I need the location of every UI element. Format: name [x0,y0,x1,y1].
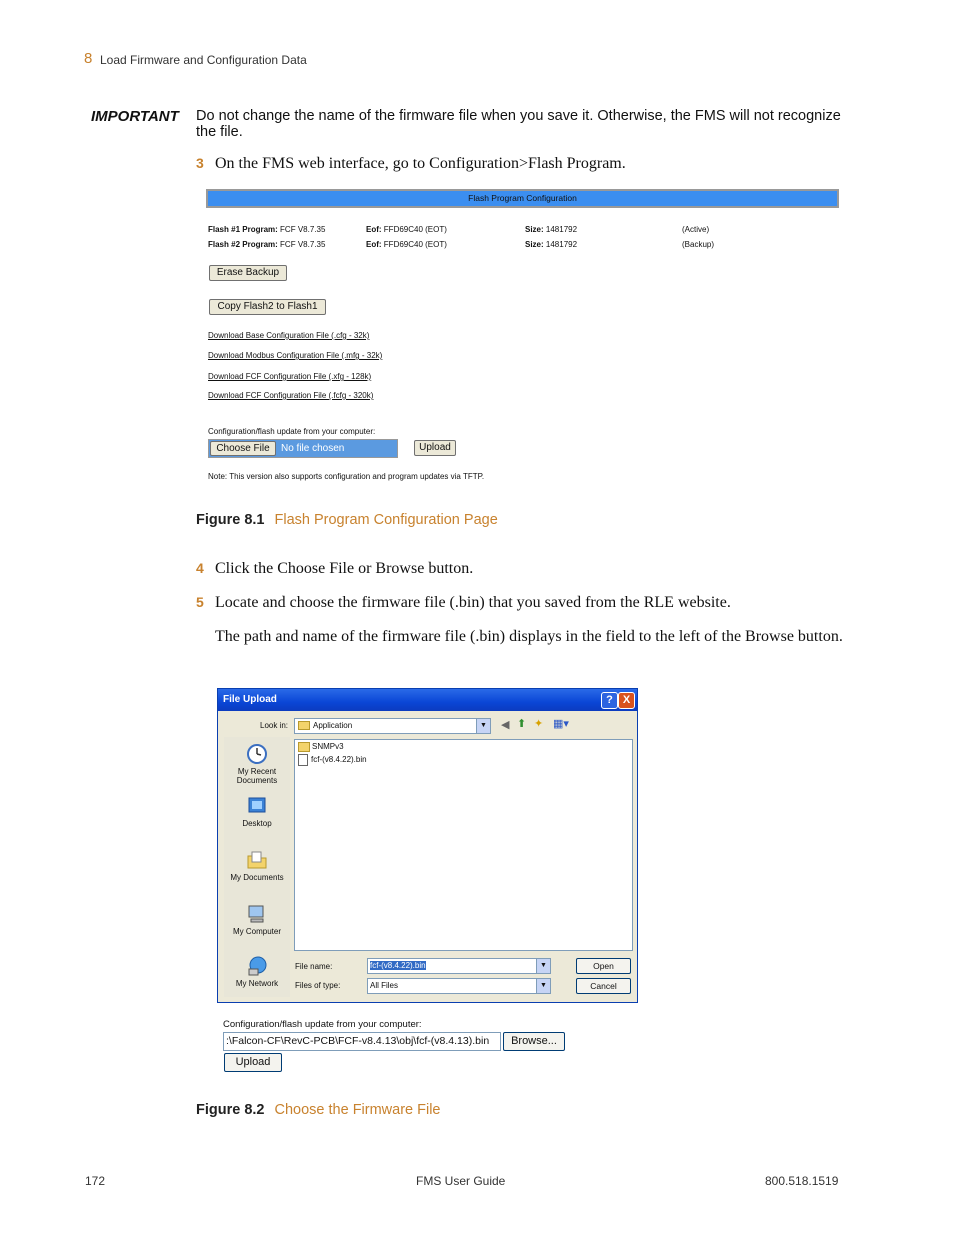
chevron-down-icon[interactable]: ▼ [476,719,490,733]
download-fcfg-config-link[interactable]: Download FCF Configuration File (.fcfg - 320k) [208,391,374,400]
file-path-value: :\Falcon-CF\RevC-PCB\FCF-v8.4.13\obj\fcf-(v8.4.13).bin [226,1035,490,1047]
form-title: Flash Program Configuration [206,189,839,208]
caption-label: Figure 8.1 [196,512,265,528]
dialog-title: File Upload [223,694,277,705]
phone-number: 800.518.1519 [765,1174,839,1188]
chapter-title: Load Firmware and Configuration Data [100,53,307,67]
files-of-type-label: Files of type: [295,981,341,990]
step-text: Locate and choose the firmware file (.bin) that you saved from the RLE website. [215,594,731,611]
look-in-label: Look in: [260,721,289,730]
network-icon [246,955,268,977]
step-number: 5 [196,594,204,610]
up-folder-icon[interactable]: ⬆ [517,718,527,730]
file-path-input[interactable] [223,1032,501,1051]
erase-backup-button[interactable]: Erase Backup [209,265,287,281]
file-icon [298,754,308,766]
list-item[interactable]: fcf-(v8.4.22).bin [298,754,367,766]
flash2-eof: Eof: FFD69C40 (EOT) [366,240,447,249]
flash1-state: (Active) [682,225,710,234]
page-number: 172 [85,1174,106,1188]
help-button[interactable]: ? [601,692,618,709]
step-number: 3 [196,155,204,171]
files-of-type-value: All Files [370,981,399,990]
place-documents[interactable]: My Documents [224,849,290,882]
look-in-combo[interactable] [294,718,491,734]
flash1-size: Size: 1481792 [525,225,578,234]
clock-icon [246,743,268,765]
list-item[interactable]: SNMPv3 [298,742,344,752]
caption-title: Flash Program Configuration Page [274,512,498,528]
dialog-title-bar[interactable] [218,689,637,711]
browse-button[interactable]: Browse... [503,1032,565,1051]
step-text: On the FMS web interface, go to Configuration>Flash Program. [215,155,626,172]
new-folder-icon[interactable]: ✦ [534,718,544,730]
place-recent[interactable]: My Recent Documents [224,743,290,785]
file-list[interactable] [294,739,633,951]
flash2-state: (Backup) [682,240,715,249]
flash2-program: Flash #2 Program: FCF V8.7.35 [208,240,326,249]
flash-program-screenshot [205,187,840,487]
files-of-type-select[interactable] [367,978,551,994]
place-computer[interactable]: My Computer [224,903,290,936]
flash1-program: Flash #1 Program: FCF V8.7.35 [208,225,326,234]
upload-button[interactable]: Upload [414,440,456,456]
file-upload-dialog [217,688,638,1003]
computer-icon [246,903,268,925]
places-bar [224,737,290,997]
view-menu-icon[interactable]: ▦▾ [553,718,569,730]
no-file-text: No file chosen [281,443,345,454]
file-name-input[interactable] [367,958,551,974]
tftp-note: Note: This version also supports configuration and program updates via TFTP. [208,472,485,481]
caption-label: Figure 8.2 [196,1102,265,1118]
file-chooser[interactable] [208,439,398,458]
important-label: IMPORTANT [91,108,179,125]
back-icon[interactable]: ◀ [501,719,510,731]
folder-icon [298,742,310,752]
choose-file-button[interactable]: Choose File [210,441,276,456]
chevron-down-icon[interactable]: ▼ [536,979,550,993]
download-base-config-link[interactable]: Download Base Configuration File (.cfg - 32k) [208,331,370,340]
step-5-paragraph: The path and name of the firmware file (.bin) displays in the field to the left of the Browse button. [215,628,843,645]
update-label: Configuration/flash update from your computer: [208,427,376,436]
flash1-eof: Eof: FFD69C40 (EOT) [366,225,447,234]
place-desktop[interactable]: Desktop [224,795,290,828]
figure-1-caption [196,512,498,528]
figure-2-caption [196,1102,441,1118]
documents-folder-icon [246,849,268,871]
file-name-value: fcf-(v8.4.22).bin [370,961,426,970]
update-label: Configuration/flash update from your computer: [223,1019,422,1030]
caption-title: Choose the Firmware File [274,1102,441,1118]
chevron-down-icon[interactable]: ▼ [536,959,550,973]
copy-flash-button[interactable]: Copy Flash2 to Flash1 [209,299,326,315]
file-name-label: File name: [295,962,333,971]
cancel-button[interactable]: Cancel [576,978,631,994]
chapter-number: 8 [84,50,93,67]
guide-title: FMS User Guide [416,1174,506,1188]
step-5 [196,594,731,612]
upload-button[interactable]: Upload [224,1053,282,1072]
download-xfg-config-link[interactable]: Download FCF Configuration File (.xfg - 128k) [208,372,372,381]
desktop-icon [246,795,268,817]
step-text: Click the Choose File or Browse button. [215,560,474,577]
step-number: 4 [196,560,204,576]
step-3 [196,155,626,173]
important-text: Do not change the name of the firmware file when you save it. Otherwise, the FMS will not recognize the file. [196,108,841,140]
open-button[interactable]: Open [576,958,631,974]
look-in-value: Application [313,721,353,730]
flash2-size: Size: 1481792 [525,240,578,249]
folder-icon [298,721,310,730]
close-button[interactable]: X [618,692,635,709]
step-4 [196,560,473,578]
place-network[interactable]: My Network [224,955,290,988]
download-modbus-config-link[interactable]: Download Modbus Configuration File (.mfg - 32k) [208,351,383,360]
